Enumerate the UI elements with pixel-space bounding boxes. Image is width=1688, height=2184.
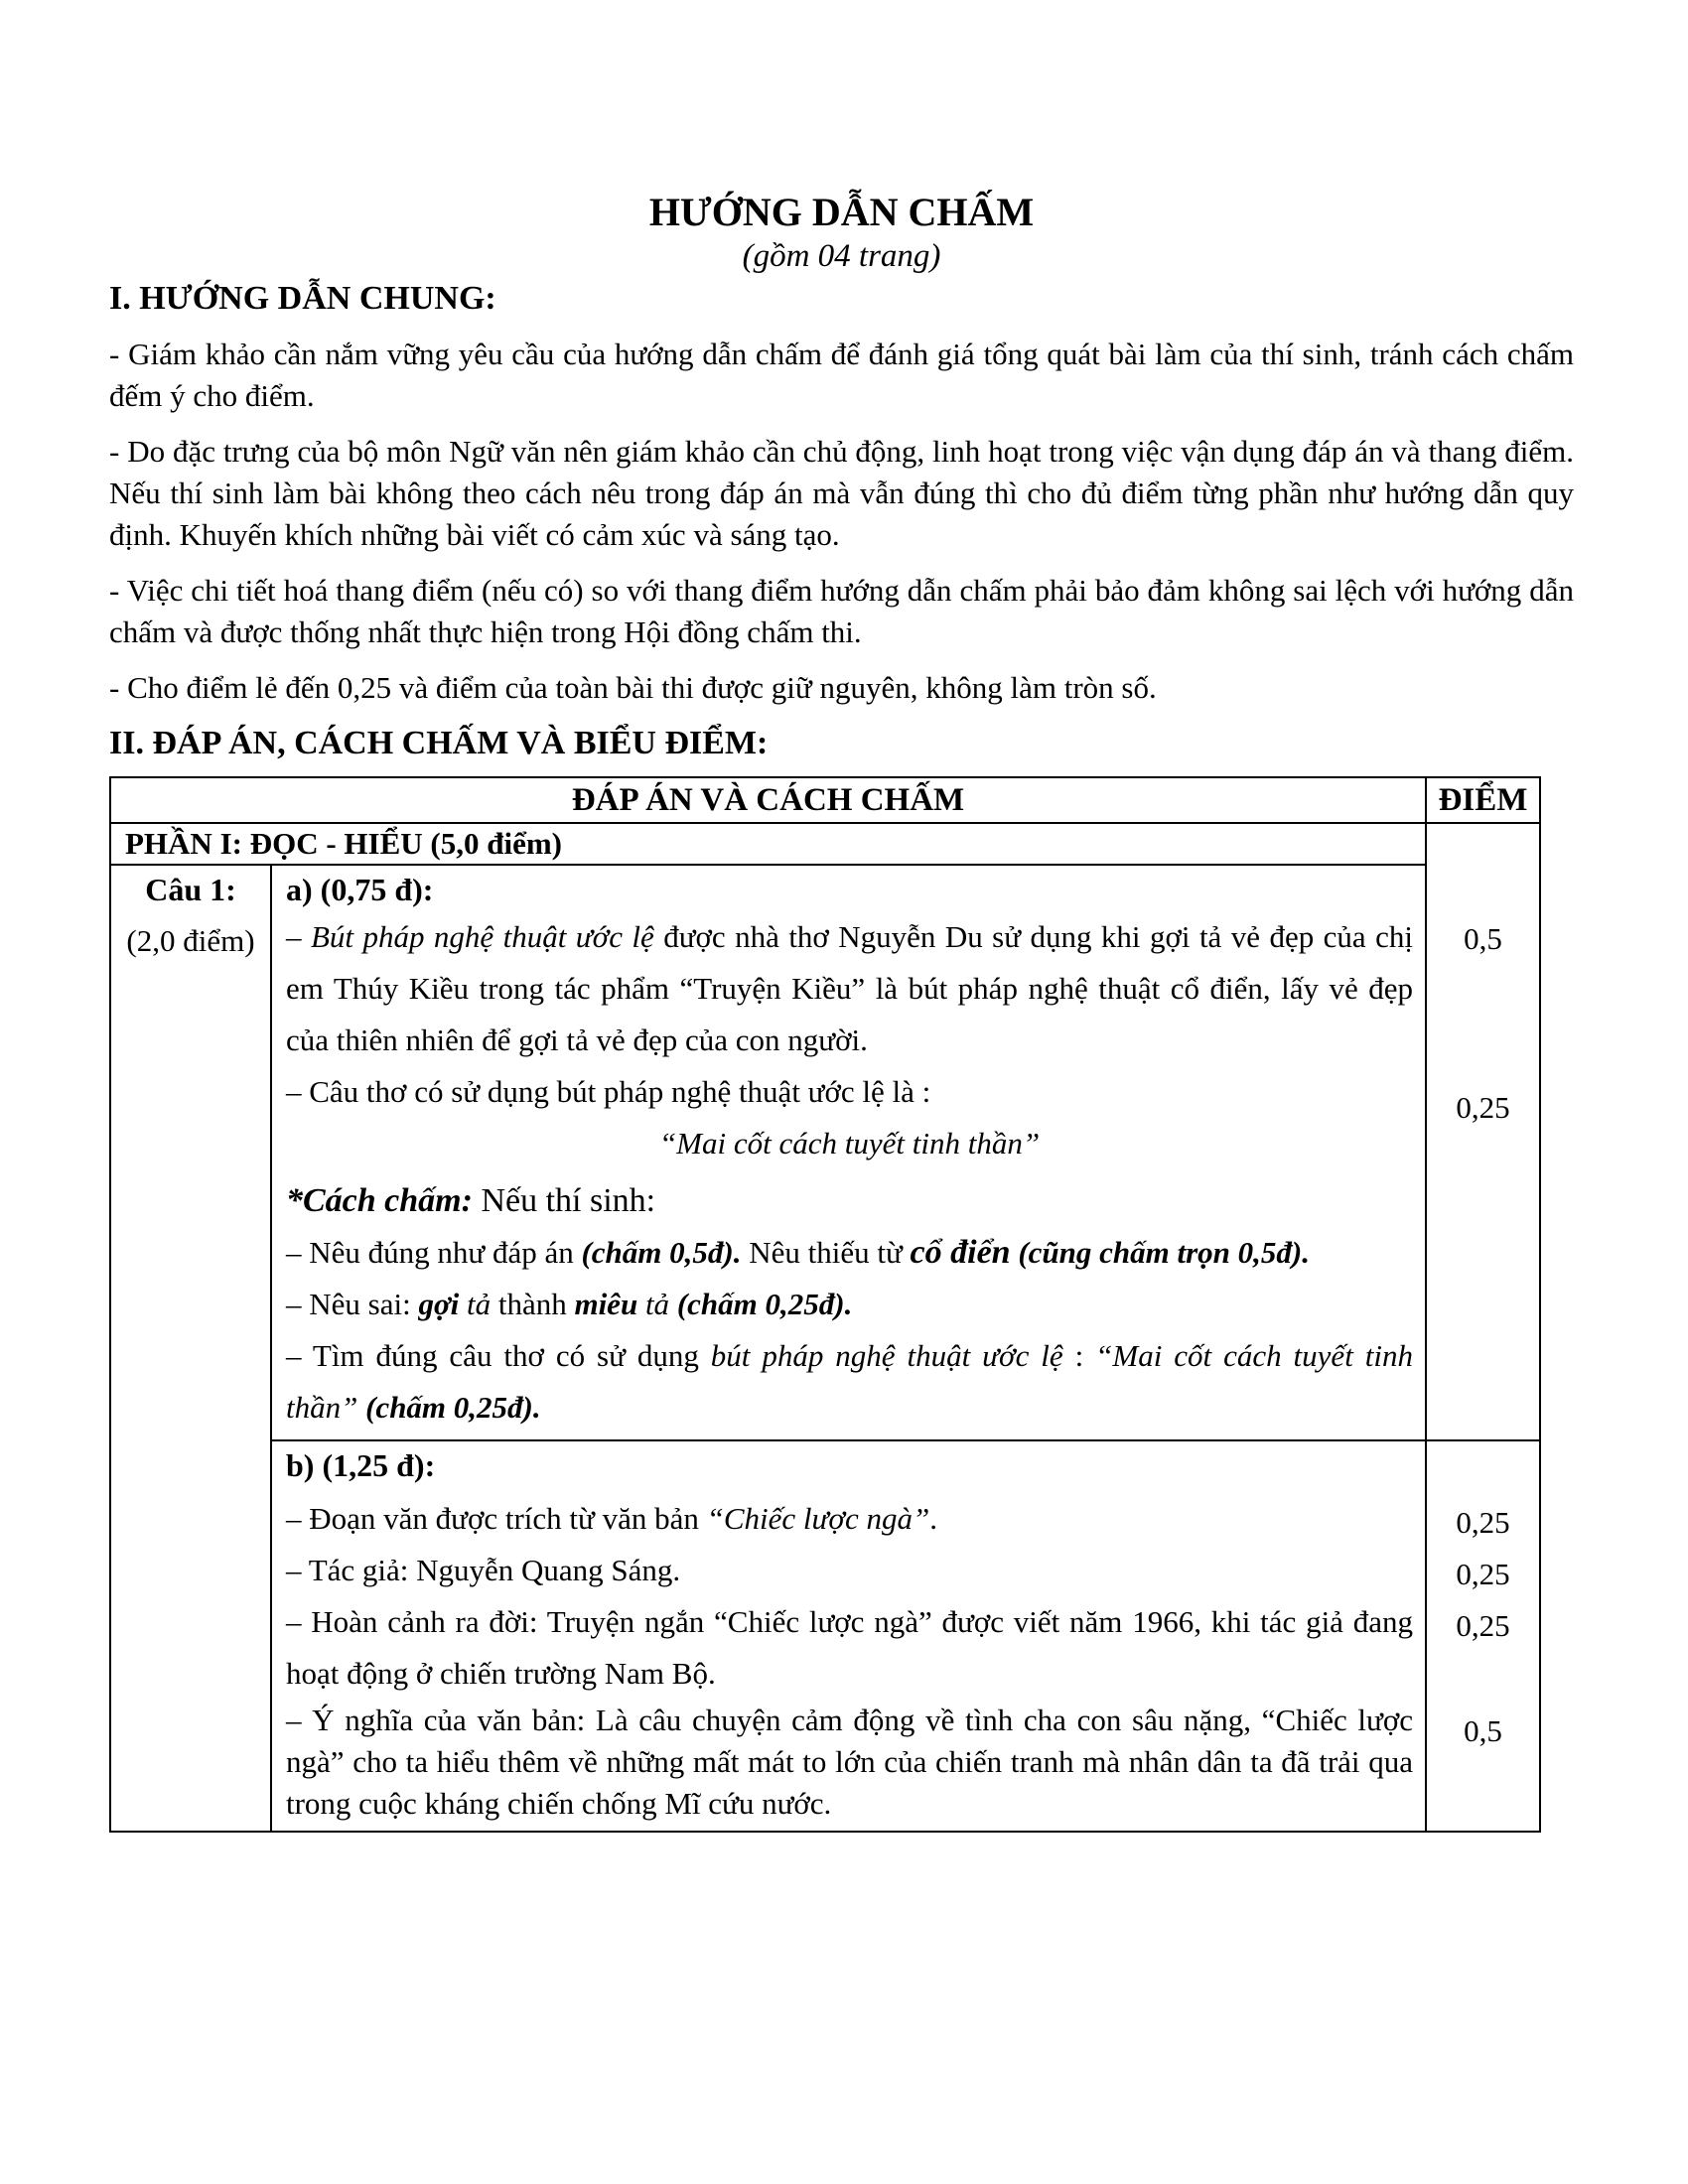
answer-a-line: – Bút pháp nghệ thuật ước lệ được nhà thơ Nguyễn Du sử dụng khi gợi tả vẻ đẹp của chị em Thúy Kiều trong tác phẩm “Truyện Kiều” là bút pháp nghệ thuật cổ điển, lấy vẻ đẹp của thiên nhiên để gợi tả vẻ đẹp của con người.: [286, 919, 1413, 1057]
score-value: 0,5: [1464, 921, 1502, 956]
grading-rule: – Nêu đúng như đáp án (chấm 0,5đ). Nêu thiếu từ cổ điển (cũng chấm trọn 0,5đ).: [286, 1234, 1310, 1271]
score-value: 0,25: [1456, 1557, 1510, 1591]
score-value: 0,25: [1456, 1090, 1510, 1125]
answer-b-line: – Ý nghĩa của văn bản: Là câu chuyện cảm động về tình cha con sâu nặng, “Chiếc lược ngà” cho ta hiểu thêm về những mất mát to lớn của chiến tranh mà nhân dân ta đã trải qua trong cuộc kháng chiến chống Mĩ cứu nước.: [286, 1703, 1413, 1821]
score-value: 0,25: [1456, 1505, 1510, 1540]
answer-a-content: [271, 865, 1426, 1440]
question-points: (2,0 điểm): [126, 923, 255, 958]
section1-paragraph: - Do đặc trưng của bộ môn Ngữ văn nên giám khảo cần chủ động, linh hoạt trong việc vận dụng đáp án và thang điểm. Nếu thí sinh làm bài không theo cách nêu trong đáp án mà vẫn đúng thì cho đủ điểm từng phần như hướng dẫn quy định. Khuyến khích những bài viết có cảm xúc và sáng tạo.: [109, 434, 1574, 552]
grading-table: [109, 776, 1541, 1833]
quoted-verse: “Mai cốt cách tuyết tinh thần”: [658, 1126, 1041, 1160]
part-heading: PHẦN I: ĐỌC - HIỂU (5,0 điểm): [110, 823, 1426, 865]
grading-rule: – Tìm đúng câu thơ có sử dụng bút pháp nghệ thuật ước lệ : “Mai cốt cách tuyết tinh thần” (chấm 0,25đ).: [286, 1338, 1413, 1425]
answer-b-content: [271, 1440, 1426, 1832]
document-subtitle: (gồm 04 trang): [742, 238, 941, 274]
score-value: 0,5: [1464, 1713, 1502, 1748]
section1-paragraph: - Cho điểm lẻ đến 0,25 và điểm của toàn bài thi được giữ nguyên, không làm tròn số.: [109, 670, 1157, 705]
answer-b-line: – Tác giả: Nguyễn Quang Sáng.: [286, 1553, 681, 1587]
answer-a-line: – Câu thơ có sử dụng bút pháp nghệ thuật ước lệ là :: [286, 1074, 931, 1109]
section1-paragraph: - Giám khảo cần nắm vững yêu cầu của hướng dẫn chấm để đánh giá tổng quát bài làm của thí sinh, tránh cách chấm đếm ý cho điểm.: [109, 337, 1574, 413]
answer-b-label: b) (1,25 đ):: [286, 1447, 436, 1483]
section1-heading: I. HƯỚNG DẪN CHUNG:: [109, 280, 496, 317]
answer-b-line: – Hoàn cảnh ra đời: Truyện ngắn “Chiếc lược ngà” được viết năm 1966, khi tác giả đang hoạt động ở chiến trường Nam Bộ.: [286, 1604, 1413, 1691]
question-cell: [110, 865, 271, 1832]
question-label: Câu 1:: [145, 872, 236, 907]
score-value: 0,25: [1456, 1608, 1510, 1643]
column-header-score: ĐIỂM: [1426, 777, 1540, 823]
score-cell-a: [1426, 823, 1540, 1440]
score-cell-b: [1426, 1440, 1540, 1832]
grading-rule: – Nêu sai: gợi tả thành miêu tả (chấm 0,25đ).: [286, 1287, 853, 1321]
document-page: [109, 189, 1574, 1833]
column-header-answer: ĐÁP ÁN VÀ CÁCH CHẤM: [110, 777, 1426, 823]
answer-b-line: – Đoạn văn được trích từ văn bản “Chiếc lược ngà”.: [286, 1501, 937, 1536]
section1-paragraph: - Việc chi tiết hoá thang điểm (nếu có) so với thang điểm hướng dẫn chấm phải bảo đảm không sai lệch với hướng dẫn chấm và được thống nhất thực hiện trong Hội đồng chấm thi.: [109, 573, 1574, 649]
document-title: HƯỚNG DẪN CHẤM: [648, 190, 1035, 234]
answer-a-label: a) (0,75 đ):: [286, 872, 434, 907]
grading-note: *Cách chấm: Nếu thí sinh:: [286, 1182, 656, 1219]
section2-heading: II. ĐÁP ÁN, CÁCH CHẤM VÀ BIỂU ĐIỂM:: [109, 725, 769, 761]
